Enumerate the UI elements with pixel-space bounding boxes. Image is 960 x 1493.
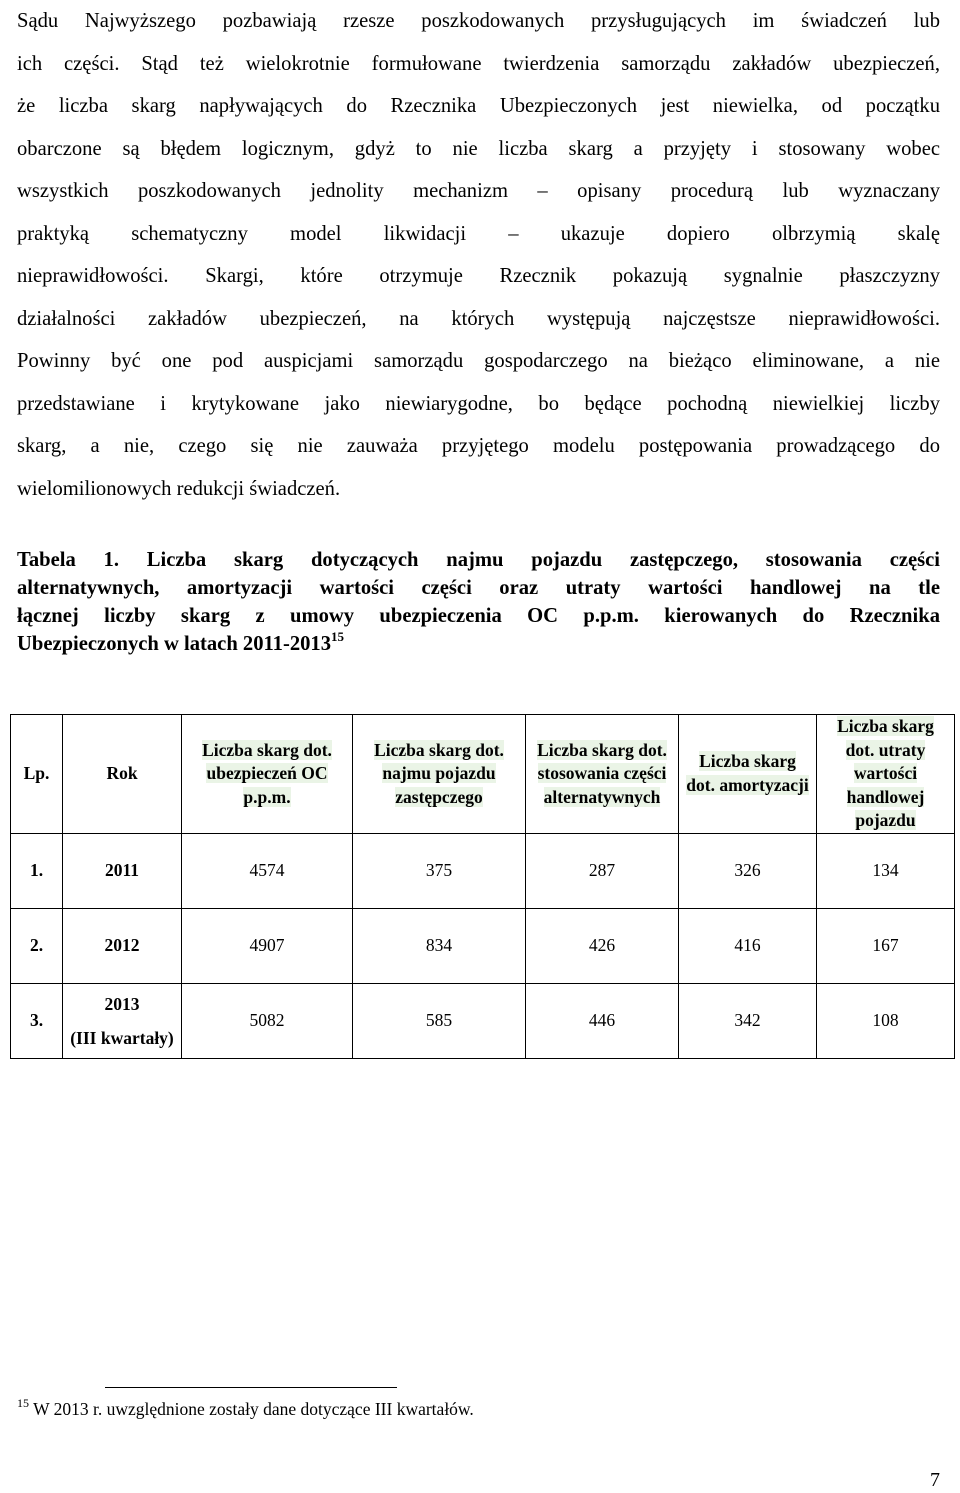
- cell-rok: [63, 983, 182, 1058]
- header-utrata-text: Liczba skarg dot. utraty wartości handlowej pojazdu: [837, 716, 934, 830]
- cell-najem: 834: [353, 908, 526, 983]
- paragraph-line: ich części. Stąd też wielokrotnie formułowane twierdzenia samorządu zakładów ubezpieczeń,: [17, 52, 940, 75]
- footnote-reference: 15: [331, 629, 345, 644]
- table-row: [11, 908, 955, 983]
- header-czesci-text: Liczba skarg dot. stosowania części alternatywnych: [537, 739, 667, 807]
- page-number: 7: [930, 1469, 940, 1491]
- paragraph-line: że liczba skarg napływających do Rzecznika Ubezpieczonych jest niewielka, od początku: [17, 95, 940, 117]
- cell-czesci: 287: [526, 833, 679, 908]
- cell-rok-note: (III kwartały): [70, 1027, 174, 1048]
- header-lp: Lp.: [11, 715, 63, 834]
- cell-najem: 585: [353, 983, 526, 1058]
- table-row: [11, 983, 955, 1058]
- header-oc-text: Liczba skarg dot. ubezpieczeń OC p.p.m.: [202, 739, 332, 807]
- cell-oc: 5082: [182, 983, 353, 1058]
- footnote-number: 15: [17, 1396, 29, 1410]
- header-oc: [182, 715, 353, 834]
- paragraph-line: wielomilionowych redukcji świadczeń.: [17, 477, 341, 500]
- cell-rok: 2011: [63, 833, 182, 908]
- cell-utrata: 134: [817, 833, 955, 908]
- body-paragraph: [17, 0, 940, 510]
- cell-amortyzacja: 342: [679, 983, 817, 1058]
- cell-amortyzacja: 326: [679, 833, 817, 908]
- complaints-table: [10, 714, 955, 1059]
- paragraph-line: przedstawiane i krytykowane jako niewiarygodne, bo będące pochodną niewielkiej liczby: [17, 392, 940, 415]
- cell-utrata: 167: [817, 908, 955, 983]
- header-amortyzacja-text: Liczba skarg dot. amortyzacji: [686, 751, 809, 795]
- footnote-separator: [105, 1387, 397, 1388]
- caption-line-last: [17, 630, 940, 658]
- paragraph-line: Sądu Najwyższego pozbawiają rzesze poszkodowanych przysługujących im świadczeń lub: [17, 10, 940, 32]
- paragraph-line: skarg, a nie, czego się nie zauważa przyjętego modelu postępowania prowadzącego do: [17, 435, 940, 457]
- cell-czesci: 446: [526, 983, 679, 1058]
- cell-amortyzacja: 416: [679, 908, 817, 983]
- caption-line: łącznej liczby skarg z umowy ubezpieczenia OC p.p.m. kierowanych do Rzecznika: [17, 605, 940, 627]
- paragraph-line: obarczone są błędem logicznym, gdyż to nie liczba skarg a przyjęty i stosowany wobec: [17, 137, 940, 160]
- header-utrata: [817, 715, 955, 834]
- table-caption: [17, 546, 940, 658]
- paragraph-line: praktyką schematyczny model likwidacji – ukazuje dopiero olbrzymią skalę: [17, 222, 940, 245]
- cell-czesci: 426: [526, 908, 679, 983]
- cell-lp: 2.: [11, 908, 63, 983]
- caption-line: alternatywnych, amortyzacji wartości części oraz utraty wartości handlowej na tle: [17, 577, 940, 599]
- paragraph-line: działalności zakładów ubezpieczeń, na których występują najczęstsze nieprawidłowości.: [17, 307, 940, 330]
- header-najem-text: Liczba skarg dot. najmu pojazdu zastępczego: [374, 739, 504, 807]
- cell-oc: 4574: [182, 833, 353, 908]
- caption-line-text: Ubezpieczonych w latach 2011-2013: [17, 633, 332, 655]
- paragraph-line: nieprawidłowości. Skargi, które otrzymuje Rzecznik pokazują sygnalnie płaszczyzny: [17, 265, 940, 287]
- paragraph-line: wszystkich poszkodowanych jednolity mechanizm – opisany procedurą lub wyznaczany: [17, 180, 940, 202]
- cell-lp: 3.: [11, 983, 63, 1058]
- cell-najem: 375: [353, 833, 526, 908]
- header-amortyzacja: [679, 715, 817, 834]
- footnote-text: W 2013 r. uwzględnione zostały dane dotyczące III kwartałów.: [33, 1399, 474, 1419]
- cell-utrata: 108: [817, 983, 955, 1058]
- table-row: [11, 833, 955, 908]
- cell-rok: 2012: [63, 908, 182, 983]
- cell-lp: 1.: [11, 833, 63, 908]
- header-czesci: [526, 715, 679, 834]
- cell-rok-year: 2013: [104, 993, 140, 1014]
- paragraph-line: Powinny być one pod auspicjami samorządu gospodarczego na bieżąco eliminowane, a nie: [17, 350, 940, 372]
- footnote: [17, 1396, 474, 1420]
- caption-line: Tabela 1. Liczba skarg dotyczących najmu pojazdu zastępczego, stosowania części: [17, 549, 940, 571]
- header-rok: Rok: [63, 715, 182, 834]
- header-najem: [353, 715, 526, 834]
- cell-oc: 4907: [182, 908, 353, 983]
- table-header-row: [11, 715, 955, 834]
